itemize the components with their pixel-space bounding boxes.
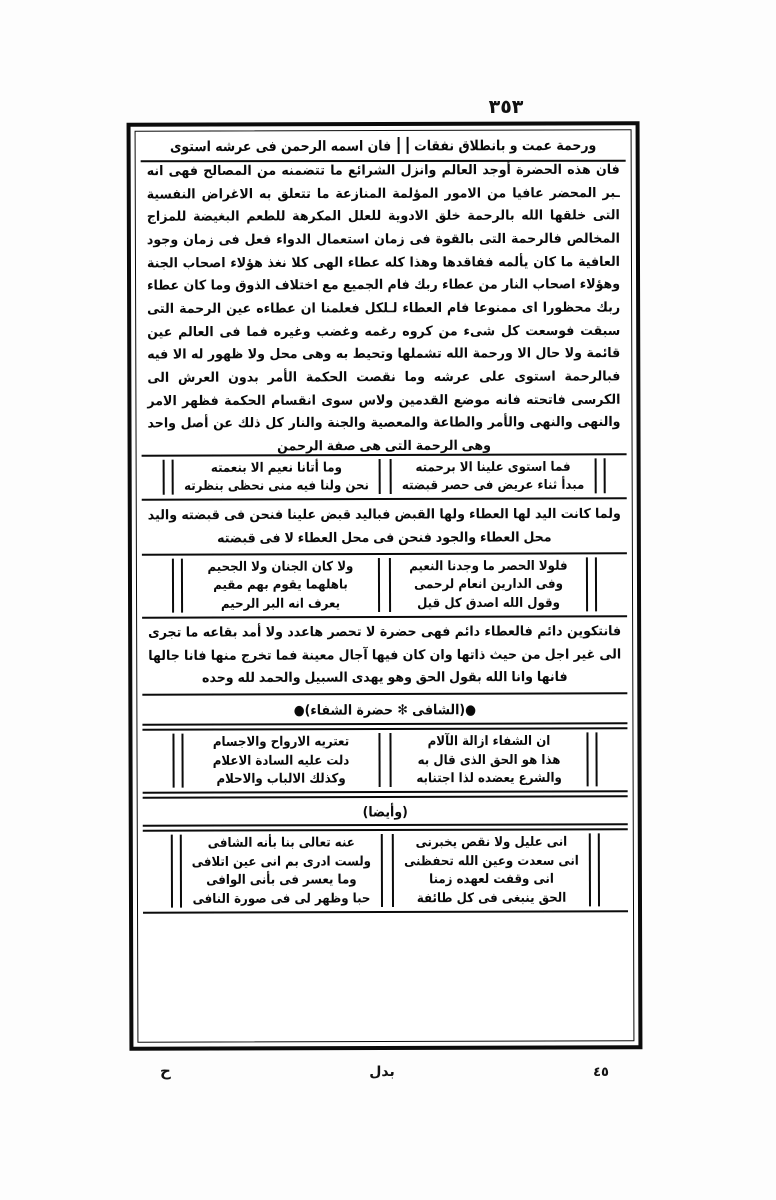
prose-paragraph-1	[141, 155, 627, 462]
verse-table-2-divider-outer-right	[586, 557, 597, 611]
footer-center-word: بدل	[369, 1064, 395, 1080]
verse-table-1-divider-outer-right	[594, 458, 605, 494]
verse-table-2-left-column	[186, 557, 375, 614]
verse-table-3-right-column	[394, 731, 583, 788]
verse-line: مبدأ ثناء عريض فى حصر قبضته	[401, 476, 585, 493]
verse-line: وما يعسر فى بأنى الوافى	[206, 871, 357, 888]
verse-line: فما استوى علينا الا برحمته	[415, 458, 571, 475]
verse-line: عنه تعالى بنا بأنه الشافى	[207, 834, 355, 851]
verse-line: وما أتانا نعيم الا بنعمته	[210, 458, 342, 475]
section-heading-text: ●(الشافى ✻ حضرة الشفاء)●	[293, 701, 477, 719]
verse-line: انى سعدت وعين الله تحفظنى	[404, 852, 579, 869]
verse-line: ولست ادرى بم انى عين اتلافى	[191, 853, 371, 870]
verse-table-3-divider-middle	[378, 733, 391, 787]
verse-table-4	[143, 829, 628, 914]
verse-table-4-divider-outer-right	[589, 834, 600, 907]
verse-line: باهلهما يقوم بهم مقيم	[213, 576, 348, 593]
verse-table-2-divider-middle	[378, 558, 391, 612]
prose-paragraph-1-text: فان هذه الحضرة أوجد العالم وانزل الشرائع ما تتضمنه من المصالح فهى انه ـبر المحضر عافيا من الامور المؤلمة المنازعة ما تتعلق به الاغراض النفسية التى خلقها الله بالرحمة خلق الادوية للعلل المكرهة للطعم البغيضة للمزاج المخالص فالرحمة التى بالقوة فى زمان استعمال الدواء فعل فى زمان وجود العافية ما كان يألمه ففاقدها وهذا كله عطاء الهى كلا نغذ هؤلاء اصحاب الجنة وهؤلاء اصحاب النار من عطاء ربك فام الجميع مع اختلاف الذوق وما كان عطاء ربك محظورا اى ممنوعا فام العطاء لـلكل فعلمنا ان عطاءه عين الرحمة التى سبقت فوسعت كل شىء من كروه رغمه وغضب وغيره فما فى العالم عين قائمة ولا حال الا ورحمة الله تشملها وتحيط به وهى محل ولا ظهور له الا فيه فبالرحمة استوى على عرشه وما نقصت الحكمة الأمر بدون العرش الى الكرسى فاتحته فانه موضع القدمين ولاس سوى انقسام الحكمة فظهر الامر والنهى والنهى والأمر والطاعة والمعصية والجنة والنار كل ذلك عن أصل واحد وهى الرحمة التى هى صفة الرحمن	[146, 160, 621, 454]
verse-table-3-divider-outer-left	[172, 734, 183, 788]
verse-line: انى وقفت لعهده زمنا	[429, 871, 554, 887]
verse-line: حبا وظهر لى فى صورة النافى	[192, 890, 371, 907]
footer-catchword: ح	[160, 1062, 171, 1080]
verse-line: ولا كان الجنان ولا الجحيم	[207, 558, 354, 574]
verse-line: فلولا الحصر ما وجدنا النعيم	[409, 557, 568, 574]
verse-table-2-right-column	[394, 556, 583, 613]
verse-line: ان الشفاء ازالة الآلام	[427, 732, 551, 749]
subheading-band	[143, 796, 628, 828]
page-frame	[127, 121, 643, 1051]
verse-table-3-left-column	[186, 732, 375, 789]
footer-signature-number: ٤٥	[593, 1065, 609, 1080]
verse-line: نحن ولنا فيه منى نحظى بنظرته	[184, 477, 369, 494]
verse-table-4-divider-outer-left	[171, 835, 182, 908]
verse-table-1-divider-outer-left	[163, 459, 174, 495]
section-heading-band	[142, 692, 627, 726]
verse-table-2	[142, 552, 627, 619]
verse-line: يعرف انه البر الرحيم	[220, 595, 341, 611]
verse-table-4-right-column	[397, 833, 586, 908]
folio-number-text: ٣٥٣	[488, 96, 524, 118]
verse-line: وقول الله اصدق كل قيل	[417, 594, 560, 611]
verse-table-3	[142, 727, 627, 794]
running-head-separator	[397, 137, 408, 154]
verse-line: انى عليل ولا نقص يخبرنى	[415, 834, 568, 850]
verse-table-2-divider-outer-left	[172, 558, 183, 612]
prose-paragraph-2	[142, 499, 627, 554]
verse-line: وفى الدارين انعام لرحمى	[414, 575, 563, 592]
prose-paragraph-3-text: فانتكوين دائم فالعطاء دائم فهى حضرة لا تحصر هاعدد ولا أمد بقاعه ما تجرى الى غير اجل من حيث ذاتها وان كان فيها آجال معينة فما تخرج منها فانا جالها فانها وانا الله بقول الحق وهو يهدى السبيل والحمد لله وحده	[148, 622, 622, 686]
verse-table-3-divider-outer-right	[586, 732, 597, 786]
verse-table-4-left-column	[185, 833, 378, 908]
subheading-text: (وأيضا)	[362, 803, 408, 821]
page-content	[141, 133, 629, 1039]
page-frame-inner	[135, 129, 635, 1043]
running-head-left-segment: ورحمة عمت و بانطلاق نفقات	[414, 136, 597, 154]
verse-table-1-left-column	[177, 458, 376, 497]
running-head-right-segment: فان اسمه الرحمن فى عرشه استوى	[169, 137, 392, 155]
verse-line: الحق ينبغى فى كل طائفة	[416, 889, 567, 906]
folio-number	[0, 96, 776, 118]
bottom-spacer	[143, 913, 628, 1038]
page-footer	[128, 1062, 641, 1080]
verse-table-4-divider-middle	[381, 834, 394, 907]
verse-line: هذا هو الحق الذى قال به	[417, 751, 561, 768]
verse-table-1-divider-middle	[379, 459, 392, 495]
verse-line: تعتريه الارواح والاجسام	[212, 733, 350, 750]
verse-line: والشرع يعضده لذا اجتنابه	[416, 769, 562, 786]
verse-line: دلت عليه السادة الاعلام	[212, 751, 350, 768]
prose-paragraph-2-text: ولما كانت اليد لها العطاء ولها القبض فباليد قبض علينا فنحن فى قبضته واليد محل العطاء والجود فنحن فى محل العطاء لا فى قبضته	[147, 505, 621, 546]
verse-line: وكذلك الالباب والاحلام	[216, 770, 346, 787]
prose-paragraph-3	[142, 616, 627, 694]
verse-table-1-right-column	[395, 457, 592, 496]
